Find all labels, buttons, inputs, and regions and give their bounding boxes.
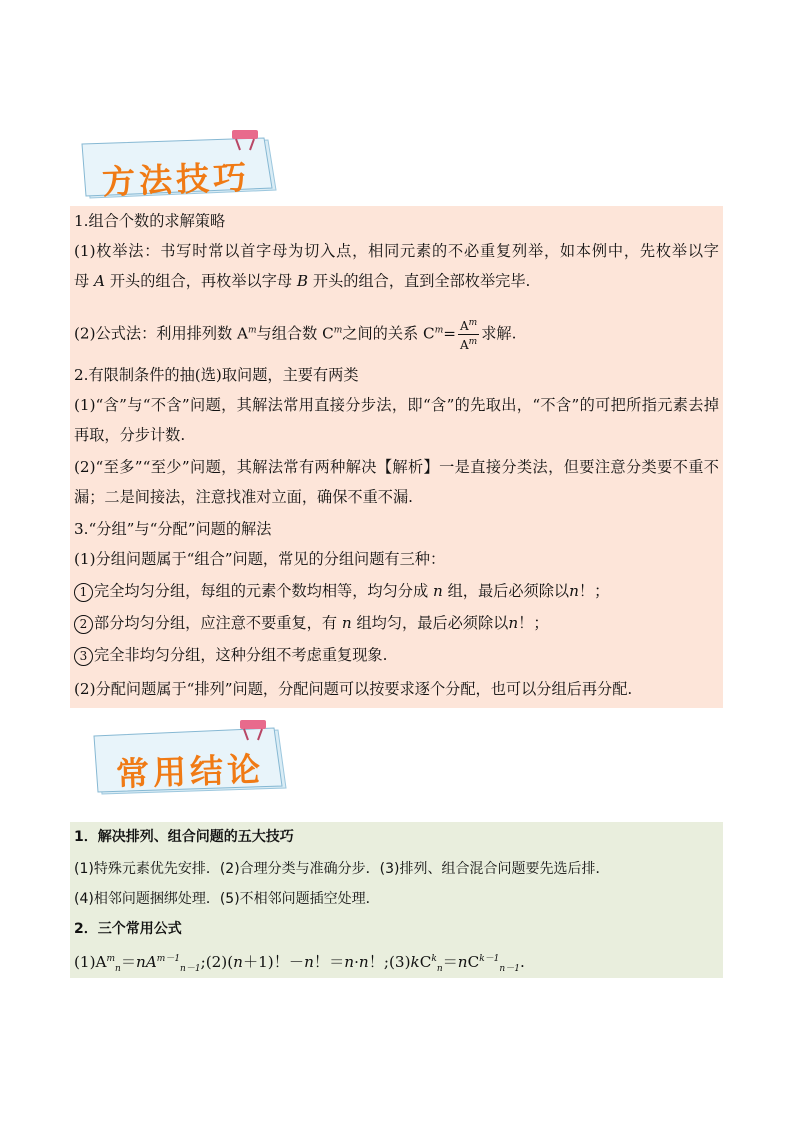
s3-item-3: 3 完全非均匀分组，这种分组不考虑重复现象. — [74, 644, 719, 666]
s1-enum-line2: 母 A 开头的组合，再枚举以字母 B 开头的组合，直到全部枚举完毕. — [74, 272, 531, 290]
s1-title: 1.组合个数的求解策略 — [74, 212, 226, 230]
s1-formula-line: (2)公式法：利用排列数 $A^m$与组合数 $C^m$之间的关系 $C^m=$ $\frac{A^m}{A^m}$ 求解. — [74, 318, 517, 352]
conclusions-banner — [90, 718, 295, 802]
circled-number-3: 3 — [74, 647, 93, 666]
c1-a: (1)特殊元素优先安排．(2)合理分类与准确分步．(3)排列、组合混合问题要先选后排． — [74, 861, 610, 877]
clip-icon — [240, 720, 266, 729]
s2-b-line2: 漏；二是间接法，注意找准对立面，确保不重不漏. — [74, 488, 413, 506]
s3-a: (1)分组问题属于“组合”问题，常见的分组问题有三种： — [74, 550, 446, 568]
c1-b: (4)相邻问题捆绑处理．(5)不相邻问题插空处理． — [74, 891, 380, 907]
methods-title: 方法技巧 — [101, 157, 251, 202]
s2-b-line1: (2)“至多”“至少”问题，其解法常有两种解决【解析】一是直接分类法，但要注意分类要不重不 — [74, 458, 719, 476]
conclusions-title: 常用结论 — [115, 749, 265, 794]
methods-banner — [76, 128, 286, 208]
s1-enum-line1: (1)枚举法：书写时常以首字母为切入点，相同元素的不必重复列举，如本例中，先枚举以字 — [74, 242, 719, 260]
c2-title: 2．三个常用公式 — [74, 921, 182, 937]
circled-number-2: 2 — [74, 615, 93, 634]
formula-fraction: $\frac{A^m}{A^m}$ — [459, 318, 478, 352]
methods-box — [70, 206, 723, 708]
s3-title: 3.“分组”与“分配”问题的解法 — [74, 520, 272, 538]
circled-number-1: 1 — [74, 583, 93, 602]
s3-item-1: 1 完全均匀分组，每组的元素个数均相等，均匀分成 n 组，最后必须除以n！； — [74, 580, 719, 602]
conclusions-box — [70, 822, 723, 978]
clip-icon — [232, 130, 258, 139]
s2-a-line2: 再取，分步计数. — [74, 426, 186, 444]
s3-item-2: 2 部分均匀分组，应注意不要重复，有 n 组均匀，最后必须除以n！； — [74, 612, 719, 634]
s2-title: 2.有限制条件的抽(选)取问题，主要有两类 — [74, 366, 359, 384]
c2-formulas: $(1)A^m_n=nA^{m-1}_{n-1};(2)(n+1)$！－n！＝n·n！$;(3)kC^k_n=nC^{k-1}_{n-1}$. — [74, 953, 525, 975]
c1-title: 1．解决排列、组合问题的五大技巧 — [74, 829, 294, 845]
s2-a-line1: (1)“含”与“不含”问题，其解法常用直接分步法，即“含”的先取出，“不含”的可把所指元素去掉 — [74, 396, 719, 414]
s3-b: (2)分配问题属于“排列”问题，分配问题可以按要求逐个分配，也可以分组后再分配. — [74, 680, 633, 698]
